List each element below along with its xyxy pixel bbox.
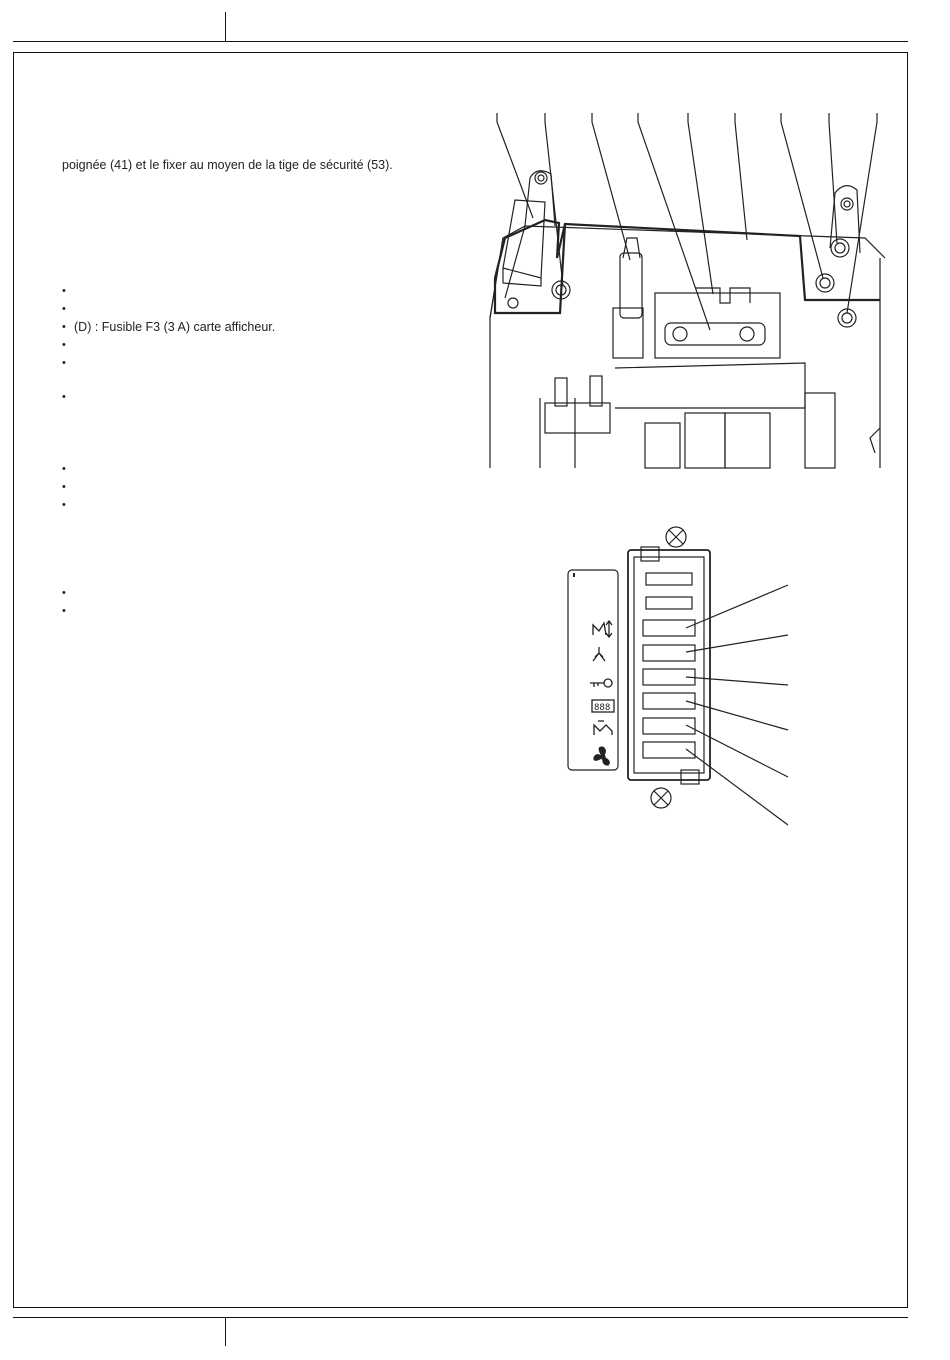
footer-rule (13, 1317, 908, 1318)
list-item (62, 354, 275, 372)
electrical-box-illustration (485, 108, 885, 468)
header-rule (13, 41, 908, 42)
fuse-list (62, 282, 275, 372)
list-item (62, 496, 74, 514)
list-item (62, 602, 74, 620)
list-item (62, 478, 74, 496)
list-item (62, 460, 74, 478)
intro-paragraph: poignée (41) et le fixer au moyen de la tige de sécurité (53). (62, 158, 393, 172)
list-3 (62, 460, 74, 514)
header-divider (225, 12, 226, 42)
list-item (62, 584, 74, 602)
list-item (62, 336, 275, 354)
footer-divider (225, 1318, 226, 1346)
list-item (62, 388, 74, 406)
list-2 (62, 388, 74, 406)
fusebox-illustration (566, 525, 836, 825)
list-item (62, 282, 275, 300)
list-item: • (D) : Fusible F3 (3 A) carte afficheur. (62, 318, 275, 336)
list-4 (62, 584, 74, 620)
svg-text:888: 888 (594, 703, 611, 713)
brush-deck-lift-icon (593, 623, 606, 635)
list-item (62, 300, 275, 318)
